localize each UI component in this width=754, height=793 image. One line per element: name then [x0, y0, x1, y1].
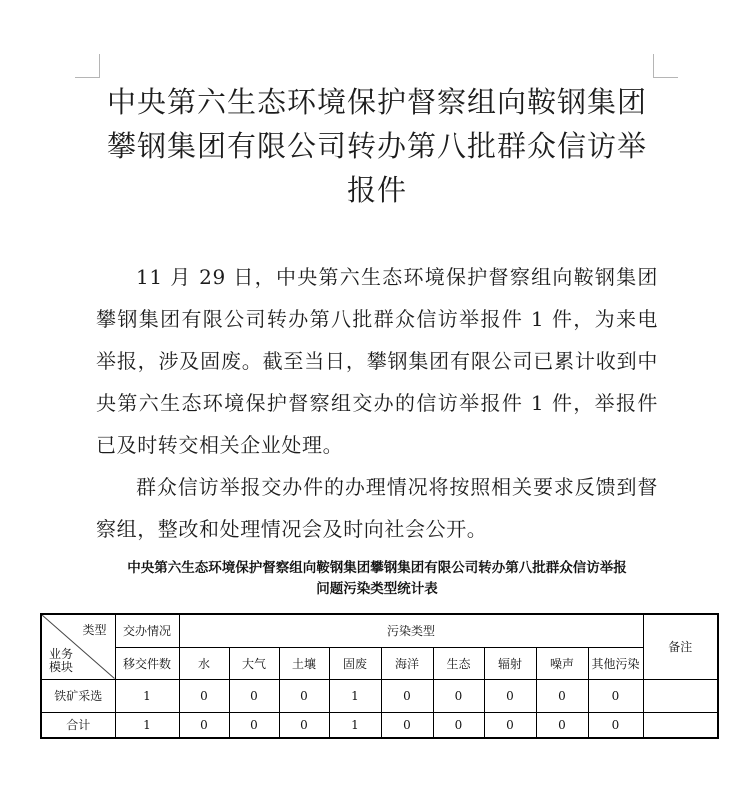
- pollution-group-header: 污染类型: [179, 614, 643, 647]
- remark-cell: [643, 679, 718, 712]
- value-cell: 0: [229, 712, 279, 738]
- margin-mark-top-right-icon: [653, 54, 678, 78]
- corner-header-module-line1: 业务: [49, 646, 74, 661]
- transfer-count-header: 移交件数: [115, 647, 179, 679]
- row-label-cell: 铁矿采选: [41, 679, 115, 712]
- paragraph-2: 群众信访举报交办件的办理情况将按照相关要求反馈到督察组，整改和处理情况会及时向社会公开。: [96, 475, 658, 541]
- pollution-type-header-other: 其他污染: [588, 647, 643, 679]
- table-caption-line-2: 问题污染类型统计表: [316, 581, 438, 597]
- value-cell: 0: [433, 712, 484, 738]
- value-cell: 0: [588, 679, 643, 712]
- value-cell: 0: [279, 679, 329, 712]
- corner-header-module-line2: 模块: [49, 659, 74, 674]
- corner-header-cell: [41, 614, 115, 679]
- value-cell: 0: [381, 712, 433, 738]
- value-cell: 0: [179, 712, 229, 738]
- remark-cell: [643, 712, 718, 738]
- pollution-stats-table: [40, 613, 719, 739]
- value-cell: 0: [433, 679, 484, 712]
- pollution-type-header-solid-waste: 固废: [329, 647, 381, 679]
- value-cell: 0: [279, 712, 329, 738]
- value-cell: 0: [229, 679, 279, 712]
- pollution-type-header-soil: 土壤: [279, 647, 329, 679]
- value-cell: 0: [536, 679, 588, 712]
- table-row-iron-ore: [41, 679, 718, 712]
- pollution-type-header-noise: 噪声: [536, 647, 588, 679]
- table-caption: [0, 558, 754, 600]
- value-cell: 0: [484, 679, 536, 712]
- pollution-type-header-water: 水: [179, 647, 229, 679]
- value-cell: 1: [115, 712, 179, 738]
- corner-header-module-label: [49, 648, 73, 674]
- remark-header: 备注: [643, 614, 718, 679]
- transfer-group-header: 交办情况: [115, 614, 179, 647]
- title-line-2: 攀钢集团有限公司转办第八批群众信访举: [106, 129, 647, 163]
- title-line-3: 报件: [346, 173, 407, 207]
- value-cell: 1: [329, 712, 381, 738]
- value-cell: 0: [536, 712, 588, 738]
- document-title: [0, 80, 754, 212]
- document-body: [96, 256, 658, 550]
- pollution-type-header-ecology: 生态: [433, 647, 484, 679]
- pollution-type-header-ocean: 海洋: [381, 647, 433, 679]
- pollution-type-header-radiation: 辐射: [484, 647, 536, 679]
- pollution-type-header-air: 大气: [229, 647, 279, 679]
- value-cell: 1: [115, 679, 179, 712]
- title-line-1: 中央第六生态环境保护督察组向鞍钢集团: [106, 85, 647, 119]
- row-label-cell: 合计: [41, 712, 115, 738]
- table-row-total: [41, 712, 718, 738]
- value-cell: 0: [179, 679, 229, 712]
- value-cell: 1: [329, 679, 381, 712]
- value-cell: 0: [381, 679, 433, 712]
- corner-header-type-label: 类型: [82, 623, 107, 637]
- value-cell: 0: [588, 712, 643, 738]
- paragraph-1: 11 月 29 日，中央第六生态环境保护督察组向鞍钢集团攀钢集团有限公司转办第八批群众信访举报件 1 件，为来电举报，涉及固废。截至当日，攀钢集团有限公司已累计收到中央第六生态环境保护督察组交办的信访举报件 1 件，举报件已及时转交相关企业处理。: [96, 265, 658, 457]
- value-cell: 0: [484, 712, 536, 738]
- table-caption-line-1: 中央第六生态环境保护督察组向鞍钢集团攀钢集团有限公司转办第八批群众信访举报: [127, 560, 627, 576]
- margin-mark-top-left-icon: [75, 54, 100, 78]
